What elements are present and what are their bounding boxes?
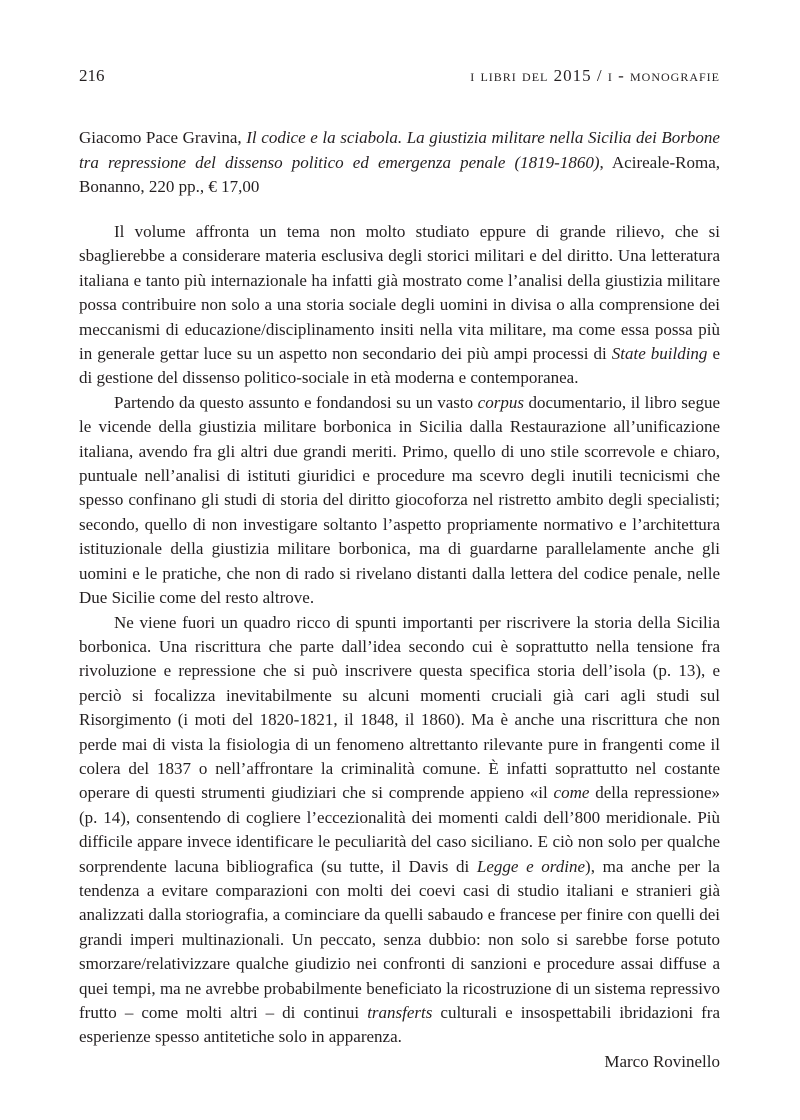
paragraph-text: ), ma anche per la tendenza a evitare comparazioni con molti dei coevi casi di studio italiani e stranieri già analizzati dalla storiografia, a cominciare da quelli sabaudo e francese per finire con quelli dei grandi imperi multinazionali. Un peccato, senza dubbio: non solo si sarebbe forse potuto smorzare/relativizzare qualche giudizio nei confronti di sanzioni e procedure assai diffuse a quei tempi, ma ne avrebbe probabilmente beneficiato la ricostruzione di un sistema repressivo frutto – come molti altri – di continui [79, 856, 720, 1022]
citation-publisher: , Acireale-Roma, Bonanno, 220 pp., € 17,00 [79, 152, 720, 196]
citation-title: Il codice e la sciabola. La giustizia militare nella Sicilia dei Borbone tra repressione del dissenso politico ed emergenza penale (1819-1860) [79, 128, 720, 172]
review-paragraph-1 [79, 220, 720, 391]
paragraph-text: della repressione» (p. 14), consentendo di cogliere l’eccezionalità dei momenti caldi dell’800 meridionale. Più difficile appare invece identificare le peculiarità del caso siciliano. E ciò non solo per qualche sorprendente lacuna bibliografica (su tutte, il Davis di [79, 783, 721, 876]
paragraph-text: Partendo da questo assunto e fondandosi su un vasto [114, 392, 478, 412]
review-body [79, 220, 720, 1074]
book-citation [79, 126, 720, 200]
paragraph-text: culturali e insospettabili ibridazioni fra esperienze spesso antitetiche solo in apparenza. [79, 1003, 720, 1047]
paragraph-italic: come [553, 783, 590, 803]
paragraph-italic: corpus [477, 392, 524, 412]
review-paragraph-3 [79, 611, 720, 1050]
page-header [79, 66, 720, 90]
paragraph-italic: transferts [367, 1003, 433, 1022]
running-head: i libri del 2015 / i - monografie [470, 66, 720, 85]
paragraph-text: e di gestione del dissenso politico-sociale in età moderna e contemporanea. [79, 344, 720, 388]
paragraph-italic: Legge e ordine [476, 856, 586, 876]
citation-author: Giacomo Pace Gravina, [79, 128, 247, 147]
paragraph-text: documentario, il libro segue le vicende della giustizia militare borbonica in Sicilia dalla Restaurazione all’unificazione italiana, avendo fra gli altri due grandi meriti. Primo, quello di uno stile scorrevole e chiaro, puntuale nell’analisi di istituti giuridici e procedure ma scevro degli inutili tecnicismi che spesso confinano gli studi di storia del diritto giocoforza nel ristretto ambito degli specialisti; secondo, quello di non investigare soltanto l’aspetto propriamente normativo e l’architettura istituzionale della giustizia militare borbonica, ma di guardarne parallelamente anche gli uomini e le pratiche, che non di rado si rivelano distanti dalla lettera del codice penale, nelle Due Sicilie come del resto altrove. [79, 392, 721, 608]
paragraph-text: Ne viene fuori un quadro ricco di spunti importanti per riscrivere la storia della Sicilia borbonica. Una riscrittura che parte dall’idea secondo cui è soprattutto nella tensione fra rivoluzione e repressione che si può inscrivere questa specifica storia dell’isola (p. 13), e perciò si focalizza inevitabilmente su alcuni momenti cruciali già cari agli studi sul Risorgimento (i moti del 1820-1821, il 1848, il 1860). Ma è anche una riscrittura che non perde mai di vista la fisiologia di un fenomeno altrettanto rilevante pure in frangenti come il colera del 1837 o nell’affrontare la criminalità comune. È infatti soprattutto nel costante operare di questi strumenti giudiziari che si comprende appieno «il [79, 612, 720, 803]
page-number: 216 [79, 66, 105, 85]
reviewer-signature: Marco Rovinello [604, 1051, 720, 1071]
review-paragraph-2 [79, 391, 720, 611]
paragraph-text: Il volume affronta un tema non molto studiato eppure di grande rilievo, che si sbaglierebbe a considerare materia esclusiva degli storici militari e del diritto. Una letteratura italiana e tanto più internazionale ha infatti già mostrato come l’analisi della giustizia militare possa contribuire non solo a una storia sociale degli uomini in divisa o alla comprensione dei meccanismi di educazione/disciplinamento insiti nella vita militare, ma come essa possa più in generale gettar luce su un aspetto non secondario dei più ampi processi di [79, 222, 720, 364]
paragraph-italic: State building [611, 344, 708, 364]
